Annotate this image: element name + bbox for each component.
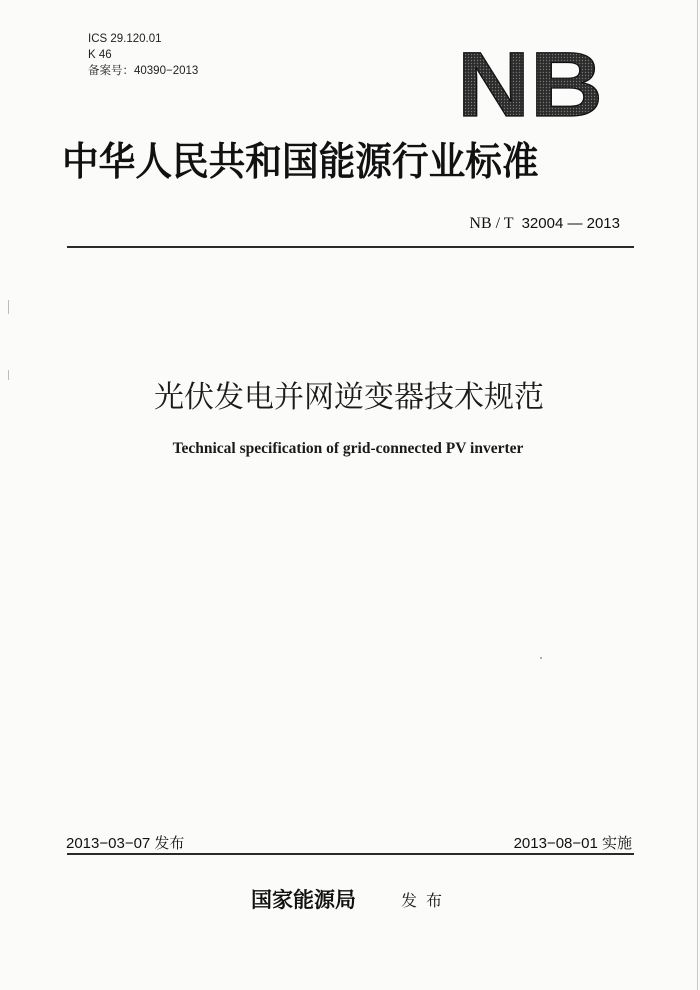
issuing-authority-title: 中华人民共和国能源行业标准 — [62, 139, 539, 185]
scan-speck — [540, 657, 542, 659]
header-divider — [67, 246, 634, 248]
nb-logo — [455, 44, 605, 122]
standard-code: 32004 — 2013 — [521, 215, 620, 232]
class-code: K 46 — [88, 49, 112, 61]
filing-number: 备案号：40390−2013 — [88, 65, 199, 77]
ics-code: ICS 29.120.01 — [88, 33, 162, 45]
issue-date: 2013−03−07 发布 — [66, 835, 185, 852]
classification-block — [88, 31, 198, 79]
footer-divider — [67, 853, 634, 855]
page-edge — [697, 0, 698, 990]
publish-label: 发布 — [401, 891, 452, 910]
implementation-date: 2013−08−01 实施 — [513, 835, 632, 852]
scan-mark — [8, 370, 9, 380]
document-title-chinese: 光伏发电并网逆变器技术规范 — [154, 380, 544, 415]
document-title-english: Technical specification of grid-connected PV inverter — [172, 440, 524, 457]
standard-number — [469, 215, 620, 233]
logo-text: NB — [457, 44, 603, 122]
publisher-name: 国家能源局 — [251, 887, 356, 912]
standard-prefix: NB / T — [469, 215, 514, 232]
scan-mark — [8, 300, 9, 314]
